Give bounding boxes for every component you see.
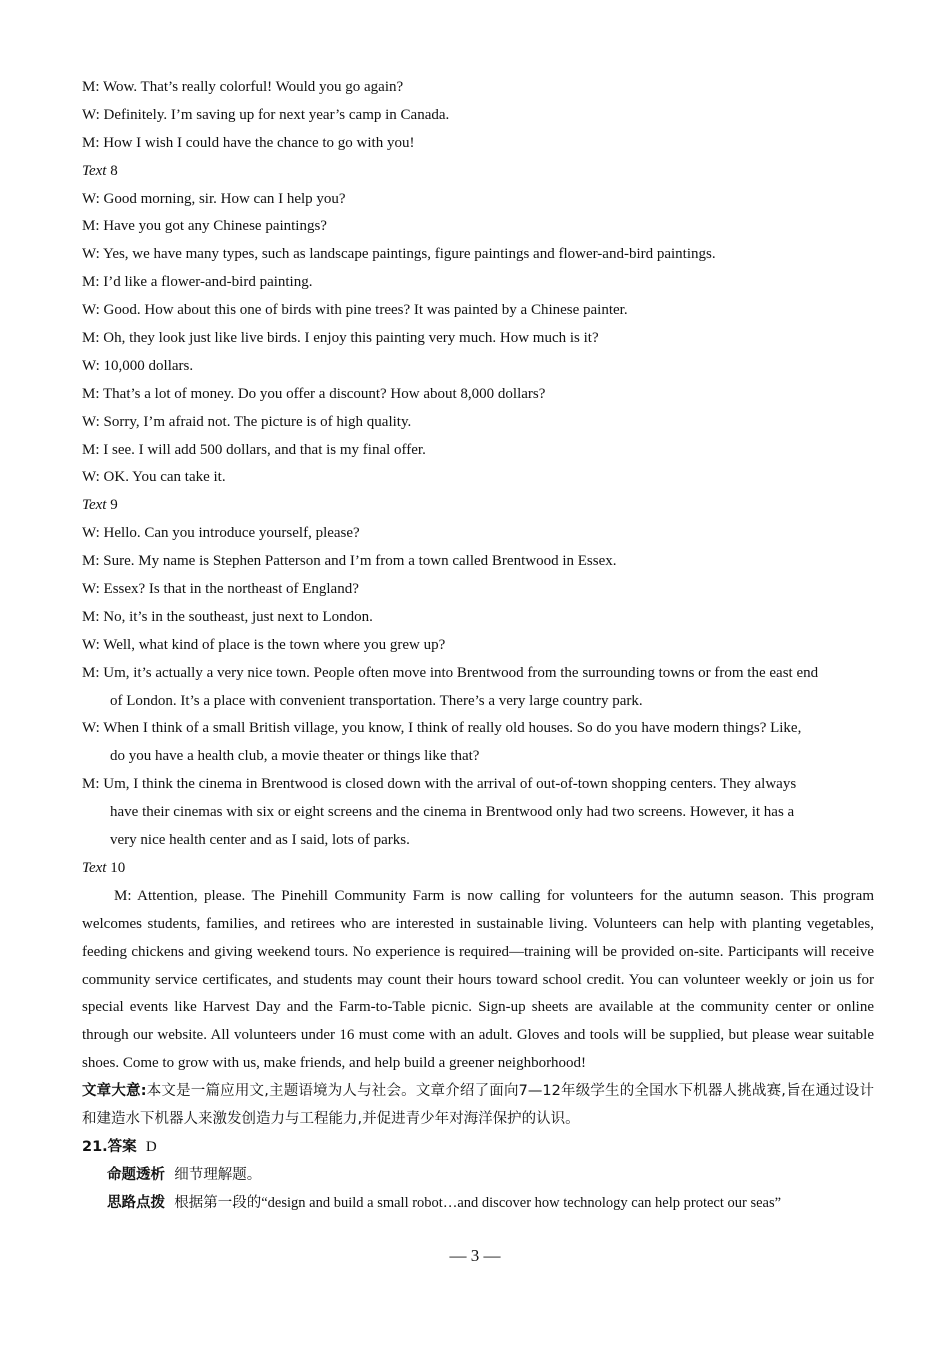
dialogue-line-long: W: When I think of a small British village, you know, I think of really old houses. So do you have modern things? Like, — [82, 720, 802, 737]
text-10-heading: Text 10 — [82, 859, 126, 876]
summary-label: 文章大意: — [82, 1083, 147, 1100]
answer-line — [82, 1134, 874, 1162]
utterance: How I wish I could have the chance to go with you! — [103, 134, 415, 151]
article-summary — [82, 1078, 874, 1134]
dialogue-line: M: No, it’s in the southeast, just next to London. — [82, 608, 373, 625]
dialogue-line: W: Hello. Can you introduce yourself, please? — [82, 525, 360, 542]
utterance: Wow. That’s really colorful! Would you go again? — [103, 79, 404, 95]
dialogue-line: M: Oh, they look just like live birds. I enjoy this painting very much. How much is it? — [82, 330, 599, 347]
answer-label: 21.答案 — [82, 1138, 137, 1155]
speaker: M — [82, 134, 96, 151]
document-page — [82, 74, 874, 1218]
dialogue-line: M: I see. I will add 500 dollars, and that is my final offer. — [82, 441, 426, 458]
dialogue-line: M: Wow. That’s really colorful! Would you go again? — [82, 79, 404, 95]
dialogue-line: M: I’d like a flower-and-bird painting. — [82, 274, 313, 291]
dialogue-line: W: Good morning, sir. How can I help you? — [82, 190, 346, 207]
dialogue-line: W: Essex? Is that in the northeast of England? — [82, 581, 359, 598]
dialogue-line: W: OK. You can take it. — [82, 469, 226, 486]
answer-value: D — [145, 1138, 157, 1155]
dialogue-line: W: 10,000 dollars. — [82, 357, 194, 374]
page-number: — 3 — — [449, 1246, 501, 1265]
summary-text: 本文是一篇应用文,主题语境为人与社会。文章介绍了面向7—12年级学生的全国水下机器人挑战赛,旨在通过设计和建造水下机器人来激发创造力与工程能力,并促进青少年对海洋保护的认识。 — [82, 1083, 874, 1128]
dialogue-line: M: That’s a lot of money. Do you offer a discount? How about 8,000 dollars? — [82, 385, 546, 402]
announcement-paragraph: M: Attention, please. The Pinehill Community Farm is now calling for volunteers for the autumn season. This program welcomes students, families, and retirees who are interested in sustainable living. Volunteers can help with planting vegetables, feeding chickens and giving weekend tours. No experience is required—training will be provided on-site. Participants will receive community service certificates, and students may count their hours toward school credit. You can volunteer weekly or join us for special events like Harvest Day and the Farm-to-Table picnic. Sign-up sheets are available at the community center or online through our website. All volunteers under 16 must come with an adult. Gloves and tools will be supplied, but please wear suitable shoes. Come to grow with us, make friends, and help build a greener neighborhood! — [82, 887, 874, 1072]
dialogue-continuation: have their cinemas with six or eight screens and the cinema in Brentwood only had two screens. However, it has a — [110, 804, 795, 821]
dialogue-line-long: M: Um, I think the cinema in Brentwood is closed down with the arrival of out-of-town shopping centers. They always — [82, 776, 797, 793]
dialogue-line: M: How I wish I could have the chance to go with you! — [82, 134, 415, 151]
dialogue-line: M: Sure. My name is Stephen Patterson and I’m from a town called Brentwood in Essex. — [82, 553, 617, 570]
dialogue-line: W: Definitely. I’m saving up for next year’s camp in Canada. — [82, 106, 450, 123]
text-8-heading: Text 8 — [82, 162, 118, 179]
dialogue-line: W: Yes, we have many types, such as landscape paintings, figure paintings and flower-and-bird paintings. — [82, 246, 716, 263]
dialogue-line: M: Have you got any Chinese paintings? — [82, 218, 327, 235]
speaker: M — [82, 79, 96, 95]
text-9-heading: Text 9 — [82, 497, 118, 514]
dialogue-continuation: very nice health center and as I said, lots of parks. — [110, 832, 410, 849]
question-type-line: 命题透析 细节理解题。 — [107, 1166, 262, 1183]
dialogue-line: W: Well, what kind of place is the town where you grew up? — [82, 636, 446, 653]
dialogue-line-long: M: Um, it’s actually a very nice town. People often move into Brentwood from the surrounding towns or from the east end — [82, 664, 819, 681]
hint-line: 思路点拨 根据第一段的“design and build a small robot…and discover how technology can help protect our seas” — [107, 1194, 782, 1211]
dialogue-line: W: Good. How about this one of birds with pine trees? It was painted by a Chinese painter. — [82, 302, 628, 319]
speaker: W — [82, 106, 96, 123]
utterance: Definitely. I’m saving up for next year’s camp in Canada. — [103, 106, 450, 123]
dialogue-line: W: Sorry, I’m afraid not. The picture is of high quality. — [82, 413, 412, 430]
dialogue-continuation: of London. It’s a place with convenient transportation. There’s a very large country park. — [110, 692, 643, 709]
dialogue-continuation: do you have a health club, a movie theater or things like that? — [110, 748, 480, 765]
